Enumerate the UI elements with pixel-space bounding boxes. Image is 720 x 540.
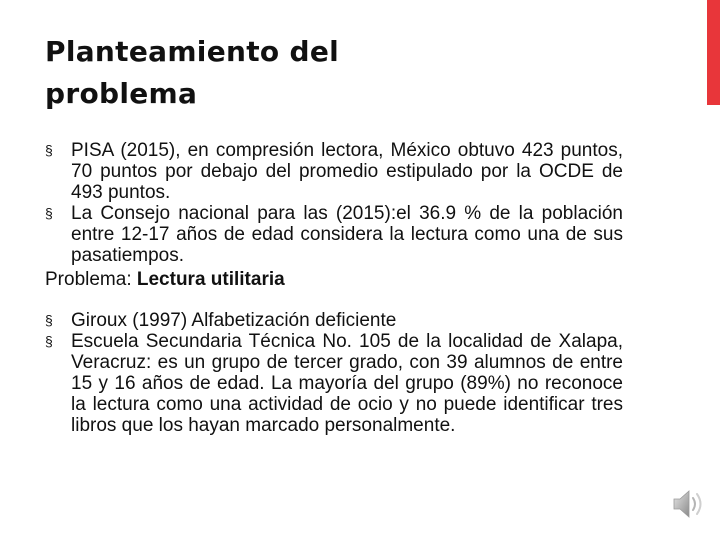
bullet-text: La Consejo nacional para las (2015):el 36.9 % de la población entre 12-17 años de edad considera la lectura como una de sus pasatiempos.: [71, 203, 623, 266]
bullet-item: [45, 310, 623, 331]
problem-label: Problema:: [45, 269, 137, 290]
speaker-icon[interactable]: [668, 484, 708, 524]
bullet-item: [45, 140, 623, 203]
bullet-text: Escuela Secundaria Técnica No. 105 de la localidad de Xalapa, Veracruz: es un grupo de tercer grado, con 39 alumnos de entre 15 y 16 años de edad. La mayoría del grupo (89%) no reconoce la lectura como una actividad de ocio y no puede identificar tres libros que los hayan marcado personalmente.: [71, 331, 623, 436]
slide-body: [45, 140, 623, 436]
bullet-item: [45, 331, 623, 436]
title-line-2: problema: [45, 77, 198, 110]
bullet-marker: §: [45, 312, 53, 328]
problem-value: Lectura utilitaria: [136, 269, 285, 290]
bullet-marker: §: [45, 142, 53, 158]
slide-title: [45, 31, 565, 115]
title-line-1: Planteamiento del: [45, 35, 340, 68]
bullet-text: PISA (2015), en compresión lectora, México obtuvo 423 puntos, 70 puntos por debajo del promedio estipulado por la OCDE de 493 puntos.: [71, 140, 623, 203]
problem-statement: [45, 269, 623, 290]
bullet-text: Giroux (1997) Alfabetización deficiente: [71, 310, 397, 331]
accent-bar: [707, 0, 720, 105]
bullet-item: [45, 203, 623, 266]
bullet-marker: §: [45, 333, 53, 349]
bullet-marker: §: [45, 205, 53, 221]
